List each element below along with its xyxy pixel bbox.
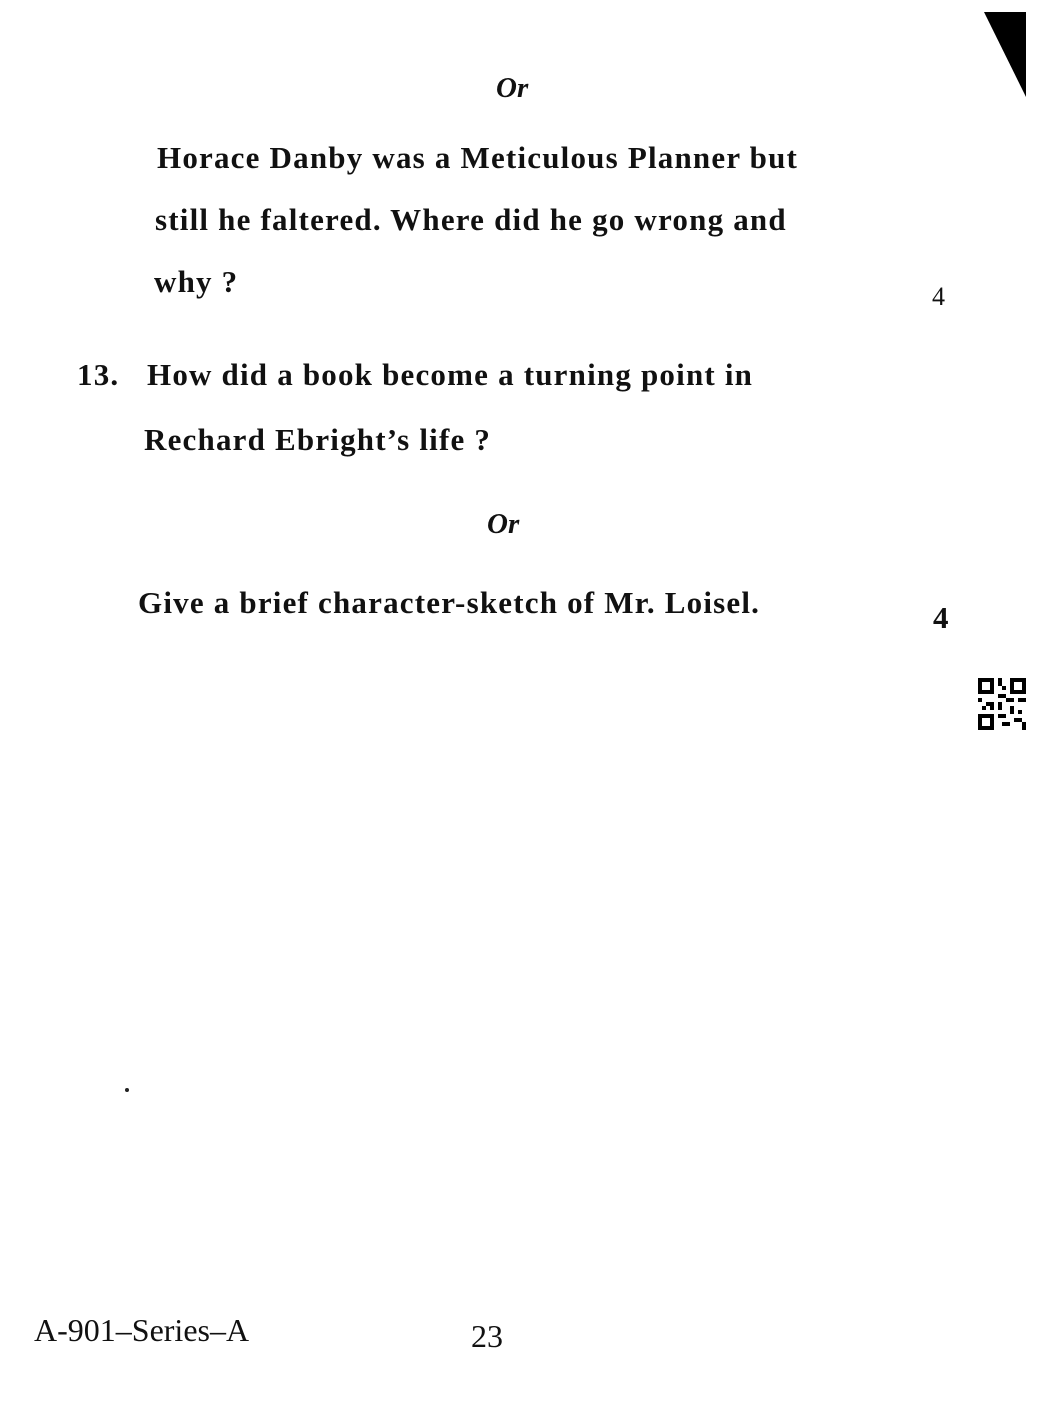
q12-alt-line-2: still he faltered. Where did he go wrong and: [155, 202, 787, 237]
q13-number: 13.: [77, 357, 120, 392]
q12-alt-line-3: why ?: [154, 264, 239, 299]
or-separator-top: Or: [496, 72, 529, 104]
q13-line-2: Rechard Ebright’s life ?: [144, 422, 492, 457]
q13-alt-text: Give a brief character-sketch of Mr. Loisel.: [138, 585, 761, 620]
q13-alt-marks: 4: [933, 600, 950, 635]
q12-alt-line-1: Horace Danby was a Meticulous Planner but: [157, 140, 799, 175]
page-corner-mark: [984, 12, 1026, 97]
or-separator-middle: Or: [487, 508, 520, 540]
q12-alt-marks: 4: [932, 282, 945, 311]
stray-dot: [125, 1088, 129, 1092]
footer-page-number: 23: [471, 1318, 503, 1354]
footer-series-code: A-901–Series–A: [34, 1312, 250, 1348]
qr-code-icon: [978, 678, 1026, 730]
q13-line-1: How did a book become a turning point in: [147, 357, 754, 392]
